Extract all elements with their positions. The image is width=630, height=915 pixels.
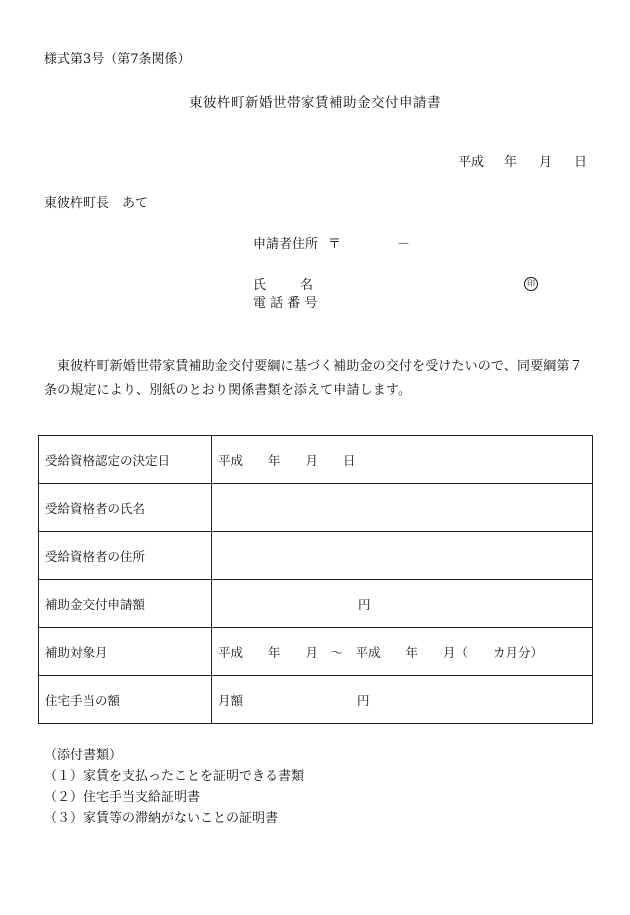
name-label-first: 氏 xyxy=(253,278,267,293)
form-number: 様式第3号（第7条関係） xyxy=(44,52,191,67)
row-label: 補助対象月 xyxy=(39,628,212,676)
row-value-housing-allowance xyxy=(212,676,593,724)
document-title: 東彼杵町新婚世帯家賃補助金交付申請書 xyxy=(189,95,441,111)
yen-unit: 円 xyxy=(357,692,370,708)
table-row xyxy=(39,580,593,628)
list-item: （１）家賃を支払ったことを証明できる書類 xyxy=(44,769,305,784)
date-month: 月 xyxy=(539,155,553,170)
table-row xyxy=(39,532,593,580)
applicant-name-row xyxy=(253,278,313,294)
date-year: 年 xyxy=(504,155,518,170)
date-era: 平成 xyxy=(458,155,485,170)
row-value-recipient-name xyxy=(212,484,593,532)
date-day: 日 xyxy=(574,155,588,170)
row-value-target-months: 平成 年 月 〜 平成 年 月（ カ月分） xyxy=(212,628,593,676)
application-statement: 東彼杵町新婚世帯家賃補助金交付要綱に基づく補助金の交付を受けたいので、同要綱第７条の規定により、別紙のとおり関係書類を添えて申請します。 xyxy=(44,359,583,398)
row-label: 受給資格者の住所 xyxy=(39,532,212,580)
application-details-table xyxy=(38,435,593,724)
applicant-address-label: 申請者住所 xyxy=(253,237,319,252)
table-row xyxy=(39,676,593,724)
name-label-second: 名 xyxy=(300,278,314,293)
list-item: （３）家賃等の滞納がないことの証明書 xyxy=(44,811,279,826)
row-label: 住宅手当の額 xyxy=(39,676,212,724)
row-value-subsidy-amount xyxy=(212,580,593,628)
row-value-decision-date: 平成 年 月 日 xyxy=(212,436,593,484)
row-label: 受給資格認定の決定日 xyxy=(39,436,212,484)
table-row xyxy=(39,436,593,484)
table-row xyxy=(39,484,593,532)
seal-mark: 印 xyxy=(524,277,538,291)
postal-mark: 〒 xyxy=(328,237,342,252)
yen-unit: 円 xyxy=(358,596,371,612)
postal-dash: － xyxy=(397,237,411,252)
row-label: 補助金交付申請額 xyxy=(39,580,212,628)
table-row xyxy=(39,628,593,676)
phone-number-label: 電 話 番 号 xyxy=(253,296,318,311)
attachments-list xyxy=(44,745,304,829)
row-label: 受給資格者の氏名 xyxy=(39,484,212,532)
application-date xyxy=(458,155,587,171)
monthly-label: 月額 xyxy=(218,692,244,708)
addressee: 東彼杵町長 あて xyxy=(44,196,149,211)
applicant-address-row xyxy=(253,237,410,253)
list-item: （２）住宅手当支給証明書 xyxy=(44,790,201,805)
attachments-heading: （添付書類） xyxy=(44,748,123,763)
row-value-recipient-address xyxy=(212,532,593,580)
